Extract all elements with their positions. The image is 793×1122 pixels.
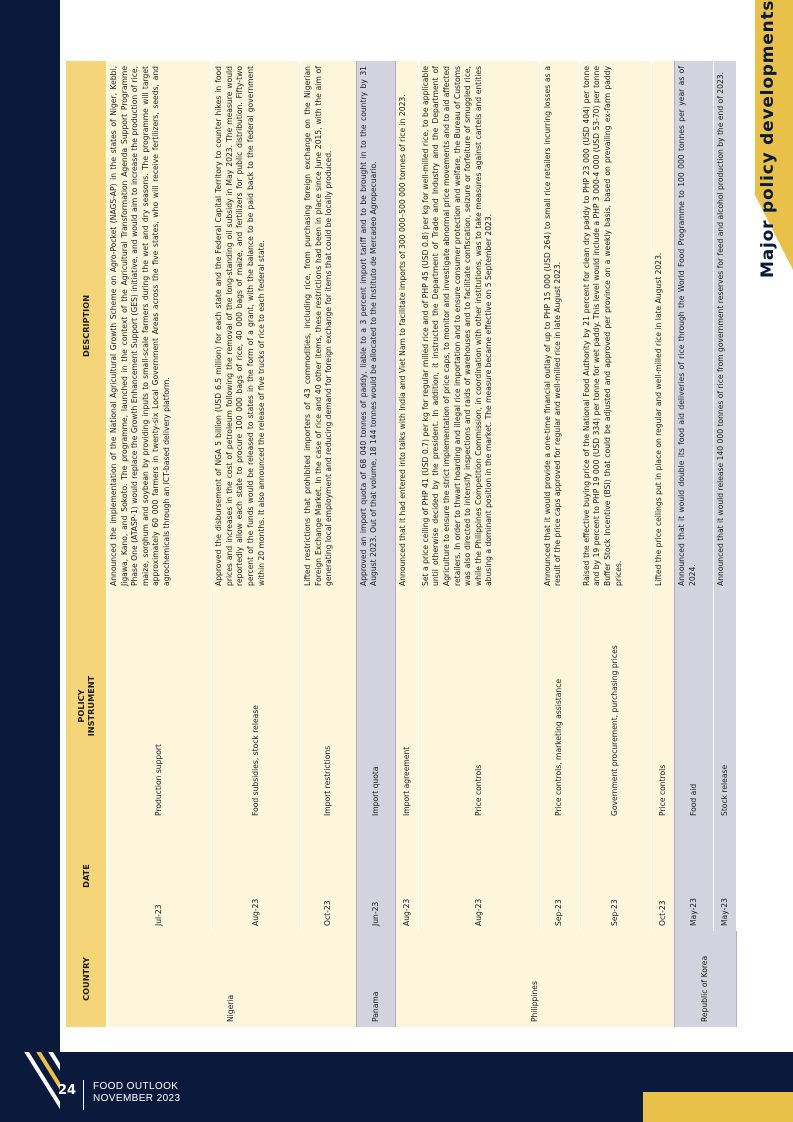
header-policy-instrument: POLICY INSTRUMENT — [66, 591, 107, 821]
table-row — [714, 61, 737, 1027]
header-date: DATE — [66, 821, 107, 931]
description-cell: Set a price ceiling of PHP 41 (USD 0.7) per kg for regular milled rice and of PHP 45 (USD 0.8) per kg for well-milled rice, to be applicable until otherwise decided by the president. In addition, it instructed the Department of Trade and Industry and the Department of Agriculture to ensure the strict implementation of price caps, to monitor and investigate abnormal price movements and to aid affected retailers. In order to thwart hoarding and illegal rice importation and to ensure consumer protection and welfare, the Bureau of Customs was also directed to intensify inspections and raids of warehouses and to facilitate confiscation, seizure or forfeiture of smuggled rice, while the Philippines Competition Commission, in coordination with other institutions, was to take measures against cartels and entities abusing a dominant position in the market. The measure became effective on 5 September 2023. — [418, 61, 540, 591]
description-cell: Announced the implementation of the National Agricultural Growth Scheme on Agro-Pocket (NAGS-AP) in the states of Niger, Kebbi, Jigawa, Kano, and Sokoto. The programme, launched in the context of the Agricultural Transformation Agenda Support Programme Phase One (ATASP-1) would replace the Growth Enhancement Support (GES) initiative, and would aim to increase the production of rice, maize, sorghum and soybean by providing inputs to small-scale farmers during the wet and dry seasons. The programme will target approximately 60 000 farmers in twenty-six Local Government Areas across the five states, who will receive fertilizers, seeds, and agrochemicals through an ICT-based delivery platform. — [107, 61, 212, 591]
instrument-cell: Import restrictions — [301, 591, 357, 821]
date-cell: Oct-23 — [652, 821, 675, 931]
date-cell: May-23 — [714, 821, 737, 931]
instrument-cell: Production support — [107, 591, 212, 821]
policy-table-container — [66, 61, 737, 1027]
country-cell-philippines: Philippines — [396, 931, 675, 1027]
country-cell-korea: Republic of Korea — [674, 931, 736, 1027]
description-cell: Approved the disbursement of NGA 5 billion (USD 6.5 million) for each state and the Federal Capital Territory to counter hikes in food prices and increases in the cost of petroleum following the removal of the long-standing oil subsidy in May 2023. The measure would reportedly allow each state to procure 100 000 bags of rice, 40 000 bags of maize, and fertilizers for public distribution. Fifty-two percent of the funds would be released to states in the form of a grant, with the balance to be paid back to the federal government within 20 months. It also announced the release of five trucks of rice to each federal state. — [212, 61, 301, 591]
date-cell: May-23 — [674, 821, 713, 931]
instrument-cell: Government procurement, purchasing prices — [579, 591, 651, 821]
date-cell: Aug-23 — [418, 821, 540, 931]
instrument-cell: Stock release — [714, 591, 737, 821]
page-number: 24 — [58, 1083, 77, 1098]
table-row — [674, 61, 713, 1027]
instrument-cell: Import agreement — [396, 591, 419, 821]
date-cell: Aug-23 — [212, 821, 301, 931]
header-country: COUNTRY — [66, 931, 107, 1027]
publication-title: FOOD OUTLOOK NOVEMBER 2023 — [93, 1081, 181, 1104]
instrument-cell: Food subsidies, stock release — [212, 591, 301, 821]
description-cell: Raised the effective buying price of the National Food Authority by 21 percent for clean dry paddy to PHP 23 000 (USD 404) per tonne and by 19 percent to PHP 19 000 (USD 334) per tonne for wet paddy. This level would include a PHP 3 000-4 000 (USD 53-70) per tonne Buffer Stock Incentive (BSI) that could be adjusted and approved per province on a weekly basis, based on prevailing ex-farm paddy prices. — [579, 61, 651, 591]
table-row — [652, 61, 675, 1027]
date-cell: Sep-23 — [540, 821, 579, 931]
date-cell: Jun-23 — [356, 821, 395, 931]
footer-divider — [83, 1080, 84, 1110]
description-cell: Announced that it would double its food aid deliveries of rice through the World Food Programme to 100 000 tonnes per year as of 2024. — [674, 61, 713, 591]
table-row — [579, 61, 651, 1027]
table-row — [301, 61, 357, 1027]
header-description: DESCRIPTION — [66, 61, 107, 591]
table-row — [418, 61, 540, 1027]
table-header-row — [66, 61, 107, 1027]
instrument-cell: Import quota — [356, 591, 395, 821]
instrument-cell: Food aid — [674, 591, 713, 821]
description-cell: Announced that it would release 140 000 tonnes of rice from government reserves for feed and alcohol production by the end of 2023. — [714, 61, 737, 591]
description-cell: Lifted the price ceilings put in place on regular and well-milled rice in late August 2023. — [652, 61, 675, 591]
instrument-cell: Price controls — [652, 591, 675, 821]
left-side-bar — [0, 0, 60, 1052]
table-row — [540, 61, 579, 1027]
description-cell: Announced that it would provide a one-time financial outlay of up to PHP 15 000 (USD 264) to small rice retailers incurring losses as a result of the price caps approved for regular and well-milled rice in late August 2023. — [540, 61, 579, 591]
table-row — [396, 61, 419, 1027]
country-cell-panama: Panama — [356, 931, 395, 1027]
instrument-cell: Price controls — [418, 591, 540, 821]
date-cell: Jul-23 — [107, 821, 212, 931]
description-cell: Approved an import quota of 68 040 tonnes of paddy, liable to a 3 percent import tariff and to be brought in to the country by 31 August 2023. Out of that volume, 18 144 tonnes would be allocated to the Instituto de Mercadeo Agropecuario. — [356, 61, 395, 591]
section-title: Major policy developments — [758, 0, 778, 278]
date-cell: Aug-23 — [396, 821, 419, 931]
table-row — [212, 61, 301, 1027]
date-cell: Oct-23 — [301, 821, 357, 931]
instrument-cell: Price controls, marketing assistance — [540, 591, 579, 821]
date-cell: Sep-23 — [579, 821, 651, 931]
description-cell: Lifted restrictions that prohibited importers of 43 commodities, including rice, from purchasing foreign exchange on the Nigerian Foreign Exchange Market. In the case of rice and 40 other items, these restrictions had been in place since June 2015, with the aim of generating local employment and reducing demand for foreign exchange for items that could be locally produced. — [301, 61, 357, 591]
table-row — [107, 61, 212, 1027]
policy-table — [66, 61, 737, 1027]
description-cell: Announced that it had entered into talks with India and Viet Nam to facilitate imports of 300 000–500 000 tonnes of rice in 2023. — [396, 61, 419, 591]
country-cell-nigeria: Nigeria — [107, 931, 357, 1027]
table-row — [356, 61, 395, 1027]
